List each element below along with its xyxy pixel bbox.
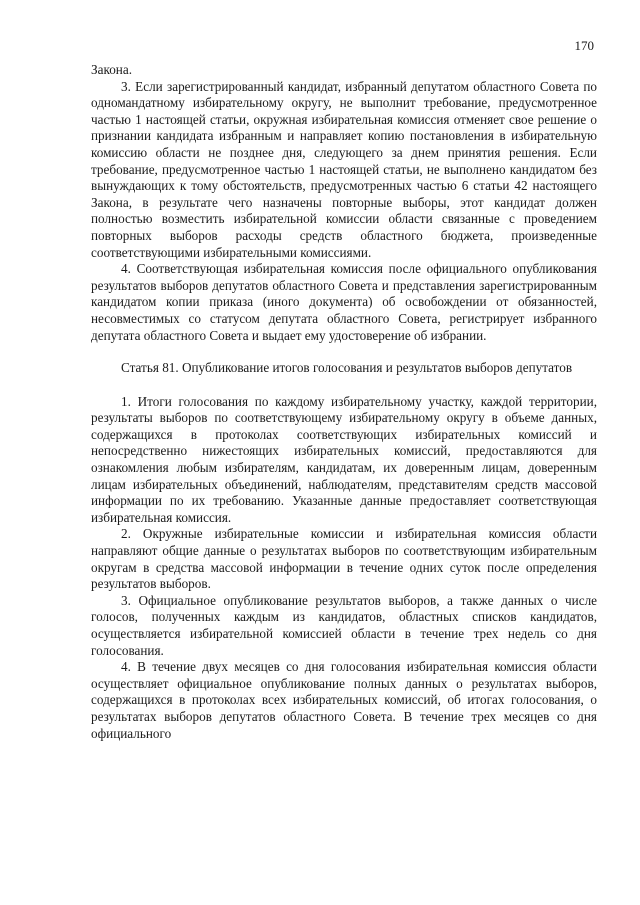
- article-81-part-4: 4. В течение двух месяцев со дня голосования избирательная комиссия области осуществляет официальное опубликование полных данных о результатах выборов, содержащихся в протоколах всех избирательных комиссий, об итогах голосования, о результатах выборов депутатов областного Совета. В течение трех месяцев со дня официального: [91, 659, 597, 741]
- article-81-part-3: 3. Официальное опубликование результатов выборов, а также данных о числе голосов, полученных каждым из кандидатов, областных списков кандидатов, осуществляется избирательной комиссией области в течение трех недель со дня голосования.: [91, 592, 597, 658]
- paragraph-part-3: 3. Если зарегистрированный кандидат, избранный депутатом областного Совета по одномандатному избирательному округу, не выполнит требование, предусмотренное частью 1 настоящей статьи, окружная избирательная комиссия отменяет свое решение о признании кандидата избранным и направляет копию постановления в избирательную комиссию области не позднее дня, следующего за днем принятия решения. Если требование, предусмотренное частью 1 настоящей статьи, не выполнено кандидатом без вынуждающих к тому обстоятельств, предусмотренных частью 6 статьи 42 настоящего Закона, в результате чего назначены повторные выборы, этот кандидат должен полностью возместить избирательной комиссии области связанные с проведением повторных выборов расходы средств областного бюджета, произведенные соответствующими избирательными комиссиями.: [91, 78, 597, 260]
- paragraph-continuation: Закона.: [91, 62, 132, 77]
- paragraph-part-4: 4. Соответствующая избирательная комиссия после официального опубликования результатов выборов депутатов областного Совета и представления зарегистрированным кандидатом копии приказа (иного документа) об освобождении от обязанностей, несовместимых со статусом депутата областного Совета, регистрирует избранного депутата областного Совета и выдает ему удостоверение об избрании.: [91, 261, 597, 343]
- article-81-part-2: 2. Окружные избирательные комиссии и избирательная комиссия области направляют общие данные о результатах выборов по соответствующим избирательным округам в средства массовой информации в течение одних суток после определения результатов выборов.: [91, 526, 597, 592]
- page-number: 170: [574, 38, 594, 53]
- article-81-part-1: 1. Итоги голосования по каждому избирательному участку, каждой территории, результаты выборов по соответствующему избирательному округу в объеме данных, содержащихся в протоколах соответствующих избирательных комиссий и непосредственно нижестоящих избирательных комиссий, предоставляются для ознакомления любым избирателям, кандидатам, их доверенным лицам, доверенным лицам избирательных объединений, наблюдателям, представителям средств массовой информации по их требованию. Указанные данные предоставляет соответствующая избирательная комиссия.: [91, 393, 597, 525]
- article-81-heading: Статья 81. Опубликование итогов голосования и результатов выборов депутатов: [121, 360, 573, 376]
- page-body: [91, 62, 597, 742]
